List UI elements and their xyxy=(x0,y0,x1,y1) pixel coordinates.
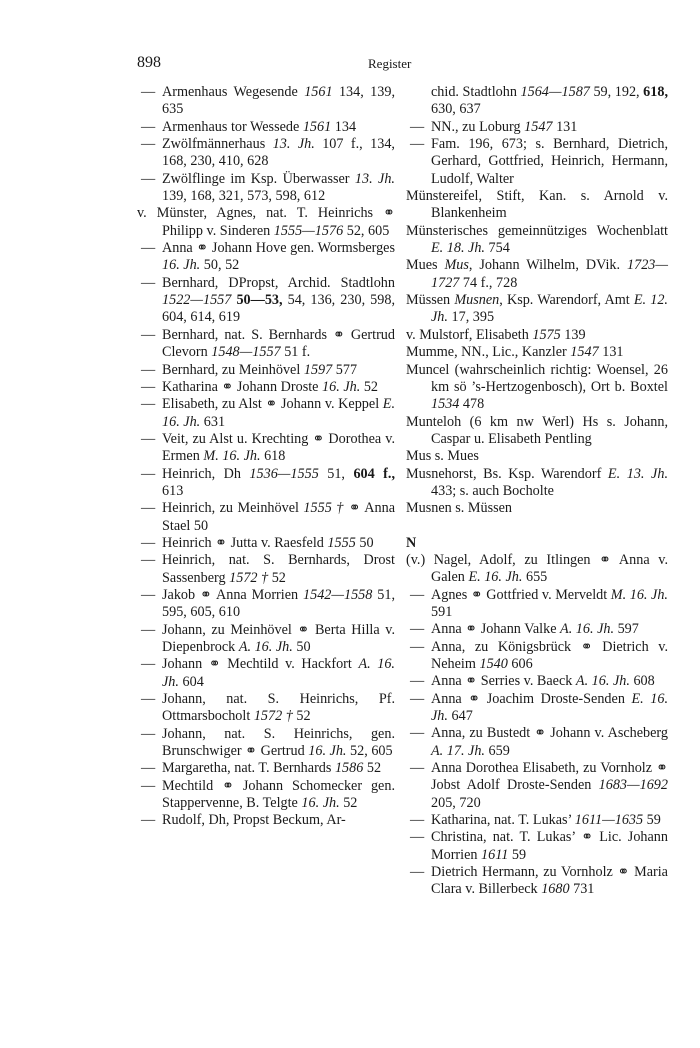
index-subentry xyxy=(406,691,668,726)
index-subentry xyxy=(137,119,395,136)
section-letter xyxy=(406,535,668,552)
subentry-dash: — xyxy=(141,84,156,100)
date-italic: Mus xyxy=(444,257,469,274)
entry-text: v. Mulstorf, Elisabeth xyxy=(406,326,533,343)
page-number: 898 xyxy=(137,54,161,71)
date-italic: 1564—1587 xyxy=(520,84,590,100)
index-entry xyxy=(406,327,668,344)
index-subentry xyxy=(137,84,395,119)
entry-text: 50 xyxy=(292,639,311,655)
index-column-left xyxy=(137,84,395,830)
entry-text: Anna, zu Bustedt ⚭ Johann v. Ascheberg xyxy=(431,725,668,742)
entry-text: Bernhard, nat. S. Bernhards ⚭ Gertrud Clevorn xyxy=(162,326,395,361)
subentry-dash: — xyxy=(141,118,156,135)
running-head: Register xyxy=(368,56,412,71)
entry-text: Zwölfmännerhaus xyxy=(162,136,273,153)
subentry-dash: — xyxy=(410,725,425,742)
entry-text: Heinrich, Dh xyxy=(162,465,250,482)
entry-text: 608 xyxy=(629,673,655,690)
date-italic: 1536—1555 xyxy=(249,465,319,482)
entry-text: 74 f., 728 xyxy=(459,274,518,291)
entry-text: Mus s. Mues xyxy=(406,448,479,465)
page-ref-bold: 50—53, xyxy=(236,292,283,309)
date-italic: 1555 † xyxy=(303,500,345,517)
entry-text: 659 xyxy=(484,742,510,759)
date-italic: 1547 xyxy=(524,118,553,135)
subentry-dash: — xyxy=(141,552,156,569)
entry-text: 754 xyxy=(484,240,510,257)
subentry-dash: — xyxy=(141,812,156,829)
entry-text: Münstereifel, Stift, Kan. s. Arnold v. Blankenheim xyxy=(406,188,668,222)
subentry-dash: — xyxy=(141,378,156,395)
index-subentry xyxy=(406,760,668,812)
date-italic: 1540 xyxy=(479,656,508,672)
subentry-dash: — xyxy=(141,430,156,447)
entry-text: 606 xyxy=(507,656,533,672)
date-italic: 1561 xyxy=(302,118,332,135)
entry-text: Anna ⚭ Joachim Droste-Senden xyxy=(431,690,632,707)
entry-text: 50, 52 xyxy=(200,257,240,274)
entry-text: 139, 168, 321, 573, 598, 612 xyxy=(162,188,326,205)
entry-text: Armenhaus Wegesende xyxy=(162,84,305,100)
entry-text: (v.) Nagel, Adolf, zu Itlingen ⚭ Anna v. Galen xyxy=(406,551,668,586)
date-italic: 1542—1558 xyxy=(303,586,373,603)
index-subentry xyxy=(137,622,395,657)
subentry-dash: — xyxy=(410,621,425,638)
index-entry xyxy=(406,362,668,414)
date-italic: 1683—1692 xyxy=(598,777,668,794)
entry-text: 630, 637 xyxy=(431,101,481,118)
date-italic: Musnen xyxy=(454,292,500,309)
index-subentry xyxy=(137,535,395,552)
subentry-dash: — xyxy=(141,691,156,708)
date-italic: 1575 xyxy=(532,326,561,343)
subentry-dash: — xyxy=(410,829,425,846)
index-subentry xyxy=(137,379,395,396)
index-subentry xyxy=(137,812,395,829)
subentry-dash: — xyxy=(141,361,156,378)
entry-text: , Ksp. Warendorf, Amt xyxy=(499,292,634,309)
subentry-dash: — xyxy=(141,656,156,673)
index-subentry xyxy=(137,726,395,761)
index-subentry xyxy=(137,552,395,587)
date-italic: 16. Jh. xyxy=(162,257,201,274)
index-subentry xyxy=(137,171,395,206)
index-subentry xyxy=(406,673,668,690)
entry-text: Anna ⚭ Johann Hove gen. Wormsberges xyxy=(162,240,395,257)
entry-text: Münsterisches gemeinnütziges Wochenblatt xyxy=(406,222,668,239)
index-subentry xyxy=(137,327,395,362)
entry-text: 631 xyxy=(200,413,226,430)
entry-text: 52 xyxy=(339,795,358,812)
subentry-dash: — xyxy=(410,864,425,881)
index-subentry xyxy=(137,500,395,535)
index-subentry xyxy=(406,621,668,638)
date-italic: A. 16. Jh. xyxy=(560,621,615,638)
entry-text: 50 xyxy=(355,534,374,551)
index-subentry xyxy=(137,362,395,379)
date-italic: E. 13. Jh. xyxy=(607,465,668,482)
subentry-dash: — xyxy=(141,500,156,517)
index-subentry xyxy=(137,760,395,777)
entry-text: 591 xyxy=(431,603,453,620)
entry-text: Mechtild ⚭ Johann Schomecker gen. Stappervenne, B. Telgte xyxy=(162,777,395,812)
index-subentry xyxy=(406,587,668,622)
entry-text: 618 xyxy=(260,448,286,465)
subentry-dash: — xyxy=(141,274,156,291)
entry-text: 54, 136, 230, 598, 604, 614, 619 xyxy=(162,292,396,326)
index-subentry xyxy=(137,136,395,171)
entry-text: Johann, zu Meinhövel ⚭ Berta Hilla v. Diepenbrock xyxy=(162,621,395,655)
entry-text: 131 xyxy=(552,118,578,135)
entry-text: 52, 605 xyxy=(343,222,390,239)
entry-text: 205, 720 xyxy=(431,794,481,811)
subentry-dash: — xyxy=(410,638,425,655)
date-italic: E. 12. Jh. xyxy=(431,292,668,326)
entry-text: Jakob ⚭ Anna Morrien xyxy=(162,586,303,603)
entry-text: 51, xyxy=(318,465,354,482)
subentry-dash: — xyxy=(141,170,156,187)
entry-text: 17, 395 xyxy=(447,309,495,326)
entry-text: Fam. 196, 673; s. Bernhard, Dietrich, Gerhard, Gottfried, Heinrich, Hermann, Ludolf, Walter xyxy=(431,136,668,187)
subentry-dash: — xyxy=(410,136,425,153)
entry-text: Dietrich Hermann, zu Vornholz ⚭ Maria Clara v. Billerbeck xyxy=(431,864,668,898)
entry-text: Müssen xyxy=(406,292,455,309)
date-italic: 1572 † xyxy=(229,569,269,586)
index-entry xyxy=(406,552,668,587)
date-italic: 13. Jh. xyxy=(354,170,395,187)
entry-text: Veit, zu Alst u. Krechting ⚭ Dorothea v. Ermen xyxy=(162,430,395,465)
entry-text: Christina, nat. T. Lukas’ ⚭ Lic. Johann Morrien xyxy=(431,829,668,863)
entry-text: NN., zu Loburg xyxy=(431,118,525,135)
entry-text: 139 xyxy=(560,326,586,343)
subentry-dash: — xyxy=(141,534,156,551)
date-italic: M. 16. Jh. xyxy=(610,586,668,603)
entry-text: 52 xyxy=(363,760,382,777)
entry-text: Mues xyxy=(406,257,445,274)
entry-text: Musnen s. Müssen xyxy=(406,500,513,517)
entry-text: Anna, zu Königsbrück ⚭ Dietrich v. Neheim xyxy=(431,638,668,672)
entry-text: Elisabeth, zu Alst ⚭ Johann v. Keppel xyxy=(162,396,383,413)
date-italic: 1555—1576 xyxy=(273,222,344,239)
index-entry xyxy=(406,500,668,517)
entry-text: Katharina, nat. T. Lukas’ xyxy=(431,812,575,829)
entry-text: 731 xyxy=(569,881,595,898)
subentry-dash: — xyxy=(410,812,425,829)
index-subentry xyxy=(406,812,668,829)
entry-text: Mumme, NN., Lic., Kanzler xyxy=(406,344,571,361)
entry-text: 59 xyxy=(508,846,527,863)
subentry-dash: — xyxy=(141,240,156,257)
entry-text: 647 xyxy=(447,708,473,725)
date-italic: 1680 xyxy=(541,881,570,898)
subentry-dash: — xyxy=(410,586,425,603)
subentry-dash: — xyxy=(141,621,156,638)
date-italic: 16. Jh. xyxy=(322,378,361,395)
entry-text: 52 xyxy=(292,708,311,725)
entry-text: 59, 192, xyxy=(589,84,644,100)
index-subentry xyxy=(406,119,668,136)
date-italic: A. 16. Jh. xyxy=(238,639,293,655)
subentry-dash: — xyxy=(141,725,156,742)
date-italic: E. 18. Jh. xyxy=(431,240,485,257)
entry-text: Margaretha, nat. T. Bernhards xyxy=(162,760,335,777)
index-subentry xyxy=(137,240,395,275)
entry-text: Johann, nat. S. Heinrichs, Pf. Ottmarsbocholt xyxy=(162,691,395,725)
index-entry xyxy=(406,344,668,361)
entry-text: Armenhaus tor Wessede xyxy=(162,118,303,135)
entry-text: N xyxy=(406,534,417,551)
entry-text: 577 xyxy=(332,361,358,378)
date-italic: 1611 xyxy=(481,846,509,863)
index-subentry xyxy=(137,778,395,813)
entry-text: 433; s. auch Bocholte xyxy=(431,482,554,499)
entry-text: Musnehorst, Bs. Ksp. Warendorf xyxy=(406,465,608,482)
date-italic: A. 16. Jh. xyxy=(162,656,395,690)
date-italic: E. 16. Jh. xyxy=(468,569,523,586)
date-italic: 1572 † xyxy=(253,708,293,725)
index-entry xyxy=(406,292,668,327)
index-subentry xyxy=(137,691,395,726)
date-italic: 1555 xyxy=(327,534,356,551)
entry-text: 134, 139, 635 xyxy=(162,84,396,118)
index-entry xyxy=(406,414,668,449)
entry-text: Bernhard, zu Meinhövel xyxy=(162,361,304,378)
entry-text: chid. Stadtlohn xyxy=(431,84,521,100)
entry-text: Heinrich, zu Meinhövel xyxy=(162,500,304,517)
date-italic: 1547 xyxy=(570,344,599,361)
entry-text: 604 xyxy=(178,673,204,690)
entry-text: 478 xyxy=(459,396,485,413)
index-subentry xyxy=(406,829,668,864)
index-subentry xyxy=(406,136,668,188)
date-italic: 16. Jh. xyxy=(301,795,340,812)
index-subentry xyxy=(406,725,668,760)
index-subentry xyxy=(137,656,395,691)
entry-text: 52 xyxy=(268,569,286,586)
entry-text: Bernhard, DPropst, Archid. Stadtlohn xyxy=(162,274,395,291)
index-column-right xyxy=(406,84,668,899)
entry-text: 52 xyxy=(360,378,378,395)
date-italic: M. 16. Jh. xyxy=(203,448,261,465)
entry-text: Anna Dorothea Elisabeth, zu Vornholz ⚭ Jobst Adolf Droste-Senden xyxy=(431,760,668,794)
date-italic: 1561 xyxy=(304,84,333,100)
entry-text: 131 xyxy=(598,344,624,361)
entry-text: Zwölflinge im Ksp. Überwasser xyxy=(162,170,355,187)
subentry-dash: — xyxy=(141,396,156,413)
date-italic: 1534 xyxy=(431,396,460,413)
entry-text: 107 f., 134, 168, 230, 410, 628 xyxy=(162,136,395,170)
subentry-dash: — xyxy=(141,777,156,794)
subentry-dash: — xyxy=(141,760,156,777)
entry-text: Anna ⚭ Johann Valke xyxy=(431,621,561,638)
date-italic: 1586 xyxy=(334,760,364,777)
entry-text: ⚭ Anna Stael 50 xyxy=(162,500,396,534)
index-entry xyxy=(137,205,395,240)
entry-text: 51, 595, 605, 610 xyxy=(162,586,395,621)
entry-text: Munteloh (6 km nw Werl) Hs s. Johann, Caspar u. Elisabeth Pentling xyxy=(406,413,668,447)
entry-text: Agnes ⚭ Gottfried v. Merveldt xyxy=(431,586,611,603)
index-entry xyxy=(406,466,668,501)
entry-text: v. Münster, Agnes, nat. T. Heinrichs ⚭ Philipp v. Sinderen xyxy=(137,205,395,239)
entry-text: 51 f. xyxy=(280,344,311,361)
subentry-dash: — xyxy=(141,586,156,603)
subentry-dash: — xyxy=(141,136,156,153)
date-italic: E. 16. Jh. xyxy=(431,690,668,725)
entry-text: Muncel (wahrscheinlich richtig: Woensel, 26 km sö ’s-Hertzogenbosch), Ort b. Boxtel xyxy=(406,361,668,395)
index-entry-continued xyxy=(406,84,668,119)
date-italic: 1597 xyxy=(303,361,333,378)
entry-text: 59 xyxy=(643,812,661,829)
date-italic: E. 16. Jh. xyxy=(162,396,395,430)
subentry-dash: — xyxy=(410,690,425,707)
page-ref-bold: 618, xyxy=(643,84,668,100)
date-italic: A. 16. Jh. xyxy=(575,673,630,690)
index-subentry xyxy=(406,639,668,674)
index-subentry xyxy=(137,275,395,327)
index-subentry xyxy=(137,431,395,466)
entry-text: Johann, nat. S. Heinrichs, gen. Brunschwiger ⚭ Gertrud xyxy=(162,725,395,760)
date-italic: 13. Jh. xyxy=(272,136,315,153)
subentry-dash: — xyxy=(141,465,156,482)
entry-text: Katharina ⚭ Johann Droste xyxy=(162,378,323,395)
subentry-dash: — xyxy=(410,118,425,135)
date-italic: 1611—1635 xyxy=(574,812,644,829)
subentry-dash: — xyxy=(410,673,425,690)
index-entry xyxy=(406,257,668,292)
entry-text: , Johann Wilhelm, DVik. xyxy=(468,257,627,274)
index-subentry xyxy=(137,587,395,622)
index-subentry xyxy=(406,864,668,899)
index-subentry xyxy=(137,466,395,501)
index-subentry xyxy=(137,396,395,431)
index-entry xyxy=(406,223,668,258)
entry-text: 52, 605 xyxy=(346,743,393,760)
entry-text: Johann ⚭ Mechtild v. Hackfort xyxy=(162,656,359,673)
entry-text: 655 xyxy=(522,569,548,586)
index-entry xyxy=(406,448,668,465)
page-ref-bold: 604 f., xyxy=(353,465,395,482)
date-italic: 1522—1557 xyxy=(162,292,232,309)
entry-text: Anna ⚭ Serries v. Baeck xyxy=(431,673,576,690)
entry-text: Heinrich, nat. S. Bernhards, Drost Sassenberg xyxy=(162,552,395,586)
date-italic: 16. Jh. xyxy=(308,743,347,760)
entry-text: 597 xyxy=(614,621,639,638)
entry-text: 134 xyxy=(331,118,357,135)
date-italic: A. 17. Jh. xyxy=(431,742,485,759)
date-italic: 1548—1557 xyxy=(211,344,281,361)
subentry-dash: — xyxy=(141,326,156,343)
entry-text: 613 xyxy=(162,482,184,499)
index-entry xyxy=(406,188,668,223)
subentry-dash: — xyxy=(410,760,425,777)
entry-text: Rudolf, Dh, Propst Beckum, Ar- xyxy=(162,812,346,829)
entry-text: Heinrich ⚭ Jutta v. Raesfeld xyxy=(162,534,328,551)
date-italic: 1723—1727 xyxy=(431,257,668,291)
